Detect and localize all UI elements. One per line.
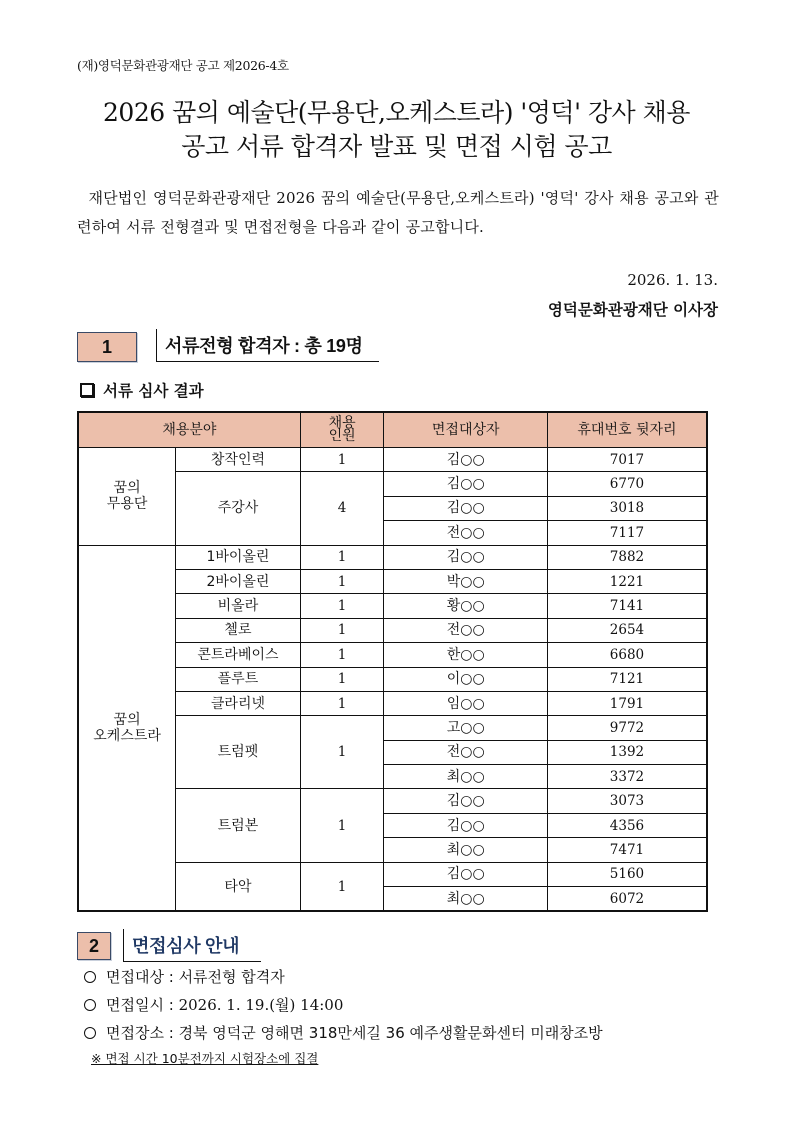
- phone-digits-cell: 7471: [547, 838, 707, 862]
- phone-digits-cell: 7141: [547, 594, 707, 618]
- phone-digits-cell: 6770: [547, 472, 707, 496]
- candidate-name-cell: 최○○: [384, 765, 547, 789]
- field-cell: 타악: [176, 862, 301, 911]
- recruit-count-cell: 1: [300, 569, 384, 593]
- group-name-cell: 꿈의 오케스트라: [78, 545, 176, 911]
- field-cell: 비올라: [176, 594, 301, 618]
- phone-digits-cell: 1221: [547, 569, 707, 593]
- phone-digits-cell: 6680: [547, 643, 707, 667]
- section-2-title: 면접심사 안내: [123, 929, 261, 962]
- phone-digits-cell: 7121: [547, 667, 707, 691]
- phone-digits-cell: 3073: [547, 789, 707, 813]
- circle-bullet-icon: [84, 971, 96, 983]
- notice-date: 2026. 1. 13.: [627, 271, 718, 289]
- header-recruit-count: 채용 인원: [300, 412, 384, 448]
- info-item-location: 면접장소 : 경북 영덕군 영해면 318만세길 36 예주생활문화센터 미래창조방: [84, 1022, 603, 1043]
- candidate-name-cell: 황○○: [384, 594, 547, 618]
- candidate-name-cell: 한○○: [384, 643, 547, 667]
- field-cell: 콘트라베이스: [176, 643, 301, 667]
- candidate-name-cell: 전○○: [384, 618, 547, 642]
- field-cell: 2바이올린: [176, 569, 301, 593]
- candidate-name-cell: 전○○: [384, 740, 547, 764]
- field-cell: 플루트: [176, 667, 301, 691]
- page-title: [60, 96, 733, 164]
- subheading-review-result: [80, 379, 204, 401]
- intro-paragraph: [77, 184, 719, 242]
- candidate-name-cell: 전○○: [384, 521, 547, 545]
- phone-digits-cell: 5160: [547, 862, 707, 886]
- recruit-count-cell: 1: [300, 667, 384, 691]
- phone-digits-cell: 3372: [547, 765, 707, 789]
- recruit-count-cell: 1: [300, 545, 384, 569]
- phone-digits-cell: 4356: [547, 813, 707, 837]
- candidate-name-cell: 김○○: [384, 472, 547, 496]
- candidate-name-cell: 이○○: [384, 667, 547, 691]
- info-item-datetime: 면접일시 : 2026. 1. 19.(월) 14:00: [84, 994, 343, 1015]
- recruit-count-cell: 1: [300, 789, 384, 862]
- candidate-name-cell: 임○○: [384, 691, 547, 715]
- field-cell: 1바이올린: [176, 545, 301, 569]
- table-row: [78, 448, 707, 472]
- recruit-count-cell: 1: [300, 691, 384, 715]
- results-table: [77, 411, 708, 912]
- notice-number: (재)영덕문화관광재단 공고 제2026-4호: [77, 58, 289, 73]
- info-item-target: 면접대상 : 서류전형 합격자: [84, 966, 285, 987]
- candidate-name-cell: 최○○: [384, 887, 547, 912]
- subheading-text: 서류 심사 결과: [103, 382, 204, 400]
- header-candidate: 면접대상자: [384, 412, 547, 448]
- candidate-name-cell: 김○○: [384, 813, 547, 837]
- field-cell: 클라리넷: [176, 691, 301, 715]
- candidate-name-cell: 김○○: [384, 496, 547, 520]
- candidate-name-cell: 김○○: [384, 545, 547, 569]
- recruit-count-cell: 1: [300, 448, 384, 472]
- candidate-name-cell: 김○○: [384, 862, 547, 886]
- title-line-2: 공고 서류 합격자 발표 및 면접 시험 공고: [181, 132, 612, 161]
- field-cell: 트럼본: [176, 789, 301, 862]
- phone-digits-cell: 7117: [547, 521, 707, 545]
- section-1-badge: 1: [77, 332, 137, 362]
- title-line-1: 2026 꿈의 예술단(무용단,오케스트라) '영덕' 강사 채용: [103, 98, 690, 127]
- phone-digits-cell: 7882: [547, 545, 707, 569]
- recruit-count-cell: 1: [300, 716, 384, 789]
- header-field: 채용분야: [78, 412, 300, 448]
- assembly-note: ※ 면접 시간 10분전까지 시험장소에 집결: [91, 1051, 319, 1066]
- phone-digits-cell: 1392: [547, 740, 707, 764]
- table-row: [78, 545, 707, 569]
- candidate-name-cell: 고○○: [384, 716, 547, 740]
- header-phone: 휴대번호 뒷자리: [547, 412, 707, 448]
- phone-digits-cell: 7017: [547, 448, 707, 472]
- candidate-name-cell: 최○○: [384, 838, 547, 862]
- phone-digits-cell: 3018: [547, 496, 707, 520]
- signer: 영덕문화관광재단 이사장: [547, 301, 718, 319]
- candidate-name-cell: 김○○: [384, 789, 547, 813]
- recruit-count-cell: 1: [300, 594, 384, 618]
- circle-bullet-icon: [84, 999, 96, 1011]
- group-name-cell: 꿈의 무용단: [78, 448, 176, 546]
- field-cell: 첼로: [176, 618, 301, 642]
- intro-text: 재단법인 영덕문화관광재단 2026 꿈의 예술단(무용단,오케스트라) '영덕' 강사 채용 공고와 관련하여 서류 전형결과 및 면접전형을 다음과 같이 공고합니다.: [77, 189, 719, 236]
- field-cell: 주강사: [176, 472, 301, 545]
- recruit-count-cell: 1: [300, 643, 384, 667]
- table-header-row: [78, 412, 707, 448]
- section-2-badge: 2: [77, 932, 111, 960]
- recruit-count-cell: 1: [300, 618, 384, 642]
- circle-bullet-icon: [84, 1027, 96, 1039]
- phone-digits-cell: 6072: [547, 887, 707, 912]
- candidate-name-cell: 박○○: [384, 569, 547, 593]
- phone-digits-cell: 1791: [547, 691, 707, 715]
- candidate-name-cell: 김○○: [384, 448, 547, 472]
- recruit-count-cell: 1: [300, 862, 384, 911]
- phone-digits-cell: 9772: [547, 716, 707, 740]
- phone-digits-cell: 2654: [547, 618, 707, 642]
- recruit-count-cell: 4: [300, 472, 384, 545]
- section-1-title: 서류전형 합격자 : 총 19명: [156, 329, 379, 362]
- field-cell: 트럼펫: [176, 716, 301, 789]
- checkbox-square-icon: [80, 383, 94, 397]
- field-cell: 창작인력: [176, 448, 301, 472]
